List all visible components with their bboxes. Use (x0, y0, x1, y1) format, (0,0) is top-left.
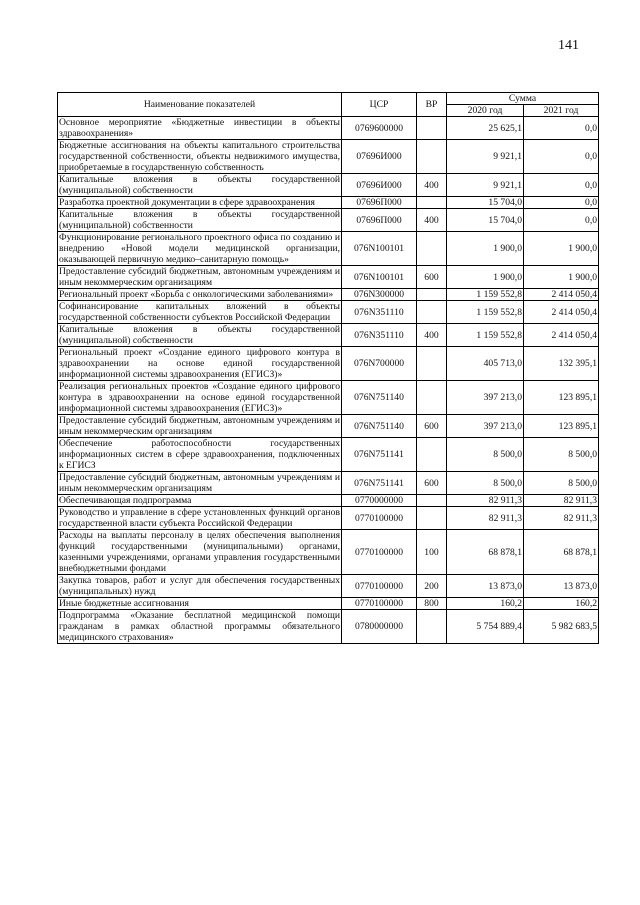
header-year-2020: 2020 год (447, 105, 524, 117)
row-vr (417, 289, 447, 301)
row-sum-2021: 0,0 (524, 174, 599, 197)
row-vr (417, 197, 447, 209)
row-vr: 600 (417, 266, 447, 289)
row-sum-2020: 160,2 (447, 598, 524, 610)
row-sum-2021: 82 911,3 (524, 507, 599, 530)
table-row (58, 472, 599, 495)
row-vr (417, 438, 447, 472)
row-vr (417, 301, 447, 324)
row-sum-2021: 123 895,1 (524, 415, 599, 438)
row-name: Капитальные вложения в объекты государственной (муниципальной) собственности (59, 209, 340, 231)
row-sum-2020: 1 900,0 (447, 266, 524, 289)
row-csr: 076N700000 (342, 347, 417, 381)
row-csr: 076N300000 (342, 289, 417, 301)
row-vr: 200 (417, 575, 447, 598)
table-row (58, 610, 599, 644)
row-vr (417, 507, 447, 530)
row-name: Предоставление субсидий бюджетным, автономным учреждениям и иным некоммерческим организациям (59, 266, 340, 288)
table-row (58, 530, 599, 575)
page-number: 141 (558, 38, 579, 53)
row-sum-2021: 0,0 (524, 117, 599, 140)
header-name: Наименование показателей (58, 93, 342, 117)
row-sum-2020: 8 500,0 (447, 472, 524, 495)
row-csr: 076N351110 (342, 324, 417, 347)
row-sum-2021: 2 414 050,4 (524, 289, 599, 301)
row-csr: 0770100000 (342, 575, 417, 598)
table-row (58, 598, 599, 610)
row-sum-2021: 1 900,0 (524, 232, 599, 266)
row-sum-2020: 405 713,0 (447, 347, 524, 381)
row-sum-2021: 2 414 050,4 (524, 301, 599, 324)
table-row (58, 415, 599, 438)
row-sum-2021: 68 878,1 (524, 530, 599, 575)
row-sum-2021: 13 873,0 (524, 575, 599, 598)
row-sum-2020: 1 159 552,8 (447, 324, 524, 347)
row-vr: 400 (417, 209, 447, 232)
row-sum-2020: 9 921,1 (447, 174, 524, 197)
row-vr: 600 (417, 415, 447, 438)
table-row (58, 438, 599, 472)
row-csr: 07696И000 (342, 174, 417, 197)
row-name: Капитальные вложения в объекты государственной (муниципальной) собственности (59, 174, 340, 196)
row-vr (417, 347, 447, 381)
row-vr (417, 117, 447, 140)
table-row (58, 301, 599, 324)
row-name: Бюджетные ассигнования на объекты капитального строительства государственной собственности, объекты недвижимого имущества, приобретаемые в государственную собственность (59, 140, 340, 173)
row-name: Подпрограмма «Оказание бесплатной медицинской помощи гражданам в рамках областной программы обязательного медицинского страхования» (59, 610, 340, 643)
row-sum-2020: 1 159 552,8 (447, 289, 524, 301)
row-csr: 07696П000 (342, 209, 417, 232)
row-sum-2020: 5 754 889,4 (447, 610, 524, 644)
row-csr: 07696И000 (342, 140, 417, 174)
table-row (58, 381, 599, 415)
row-name: Предоставление субсидий бюджетным, автономным учреждениям и иным некоммерческим организациям (59, 472, 340, 494)
row-csr: 076N751140 (342, 381, 417, 415)
row-sum-2021: 123 895,1 (524, 381, 599, 415)
row-sum-2020: 1 900,0 (447, 232, 524, 266)
row-sum-2020: 8 500,0 (447, 438, 524, 472)
row-sum-2021: 82 911,3 (524, 495, 599, 507)
row-sum-2020: 9 921,1 (447, 140, 524, 174)
table-row (58, 266, 599, 289)
row-csr: 076N100101 (342, 266, 417, 289)
table-header (58, 93, 599, 117)
row-csr: 0780000000 (342, 610, 417, 644)
row-name: Расходы на выплаты персоналу в целях обеспечения выполнения функций государственными (муниципальными) органами, казенными учреждениями, органами управления государственными внебюджетными фондами (59, 530, 340, 574)
row-sum-2020: 1 159 552,8 (447, 301, 524, 324)
row-vr: 800 (417, 598, 447, 610)
row-name: Предоставление субсидий бюджетным, автономным учреждениям и иным некоммерческим организациям (59, 415, 340, 437)
row-sum-2020: 13 873,0 (447, 575, 524, 598)
row-vr: 400 (417, 174, 447, 197)
row-sum-2020: 15 704,0 (447, 197, 524, 209)
row-csr: 076N751141 (342, 472, 417, 495)
table-row (58, 289, 599, 301)
row-csr: 076N751140 (342, 415, 417, 438)
table-row (58, 575, 599, 598)
table-row (58, 507, 599, 530)
row-name: Софинансирование капитальных вложений в объекты государственной собственности субъектов Российской Федерации (59, 301, 340, 323)
row-vr (417, 495, 447, 507)
row-sum-2020: 25 625,1 (447, 117, 524, 140)
row-csr: 0770100000 (342, 507, 417, 530)
row-sum-2020: 82 911,3 (447, 495, 524, 507)
row-sum-2020: 15 704,0 (447, 209, 524, 232)
table-row (58, 495, 599, 507)
row-vr (417, 610, 447, 644)
row-csr: 0770000000 (342, 495, 417, 507)
header-year-2021: 2021 год (524, 105, 599, 117)
row-name: Иные бюджетные ассигнования (58, 598, 342, 610)
row-csr: 076N751141 (342, 438, 417, 472)
row-name: Обеспечивающая подпрограмма (58, 495, 342, 507)
table-row (58, 232, 599, 266)
row-sum-2021: 8 500,0 (524, 472, 599, 495)
row-sum-2020: 397 213,0 (447, 381, 524, 415)
row-vr (417, 232, 447, 266)
row-name: Обеспечение работоспособности государственных информационных систем в сфере здравоохранения, подключенных к ЕГИСЗ (59, 438, 340, 471)
row-name: Региональный проект «Борьба с онкологическими заболеваниями» (58, 289, 342, 301)
row-sum-2021: 1 900,0 (524, 266, 599, 289)
row-sum-2021: 5 982 683,5 (524, 610, 599, 644)
header-sum: Сумма (447, 93, 599, 105)
row-csr: 0770100000 (342, 598, 417, 610)
row-sum-2021: 0,0 (524, 140, 599, 174)
row-csr: 0770100000 (342, 530, 417, 575)
row-vr (417, 381, 447, 415)
table-row (58, 209, 599, 232)
table-row (58, 174, 599, 197)
table-row (58, 140, 599, 174)
row-sum-2020: 82 911,3 (447, 507, 524, 530)
table-body (58, 117, 599, 644)
table-row (58, 324, 599, 347)
row-sum-2021: 2 414 050,4 (524, 324, 599, 347)
row-sum-2021: 132 395,1 (524, 347, 599, 381)
row-sum-2020: 397 213,0 (447, 415, 524, 438)
row-name: Региональный проект «Создание единого цифрового контура в здравоохранении на основе единой государственной информационной системы здравоохранения (ЕГИСЗ)» (59, 347, 340, 380)
row-name: Закупка товаров, работ и услуг для обеспечения государственных (муниципальных) нужд (59, 575, 340, 597)
row-sum-2021: 8 500,0 (524, 438, 599, 472)
row-csr: 0769600000 (342, 117, 417, 140)
row-vr: 100 (417, 530, 447, 575)
row-name: Руководство и управление в сфере установленных функций органов государственной власти субъекта Российской Федерации (59, 507, 340, 529)
row-name: Реализация региональных проектов «Создание единого цифрового контура в здравоохранении на основе единой государственной информационной системы здравоохранения (ЕГИСЗ)» (59, 381, 340, 414)
row-name: Разработка проектной документации в сфере здравоохранения (58, 197, 342, 209)
row-sum-2020: 68 878,1 (447, 530, 524, 575)
table-row (58, 117, 599, 140)
row-vr (417, 140, 447, 174)
table-row (58, 347, 599, 381)
row-csr: 07696П000 (342, 197, 417, 209)
budget-table (57, 92, 599, 644)
header-vr: ВР (417, 93, 447, 117)
row-vr: 400 (417, 324, 447, 347)
row-csr: 076N100101 (342, 232, 417, 266)
row-vr: 600 (417, 472, 447, 495)
header-csr: ЦСР (342, 93, 417, 117)
row-sum-2021: 0,0 (524, 209, 599, 232)
row-name: Основное мероприятие «Бюджетные инвестиции в объекты здравоохранения» (59, 117, 340, 139)
row-sum-2021: 0,0 (524, 197, 599, 209)
row-csr: 076N351110 (342, 301, 417, 324)
table-row (58, 197, 599, 209)
row-name: Капитальные вложения в объекты государственной (муниципальной) собственности (59, 324, 340, 346)
row-sum-2021: 160,2 (524, 598, 599, 610)
row-name: Функционирование регионального проектного офиса по созданию и внедрению «Новой модели медицинской организации, оказывающей первичную медико–санитарную помощь» (59, 232, 340, 265)
